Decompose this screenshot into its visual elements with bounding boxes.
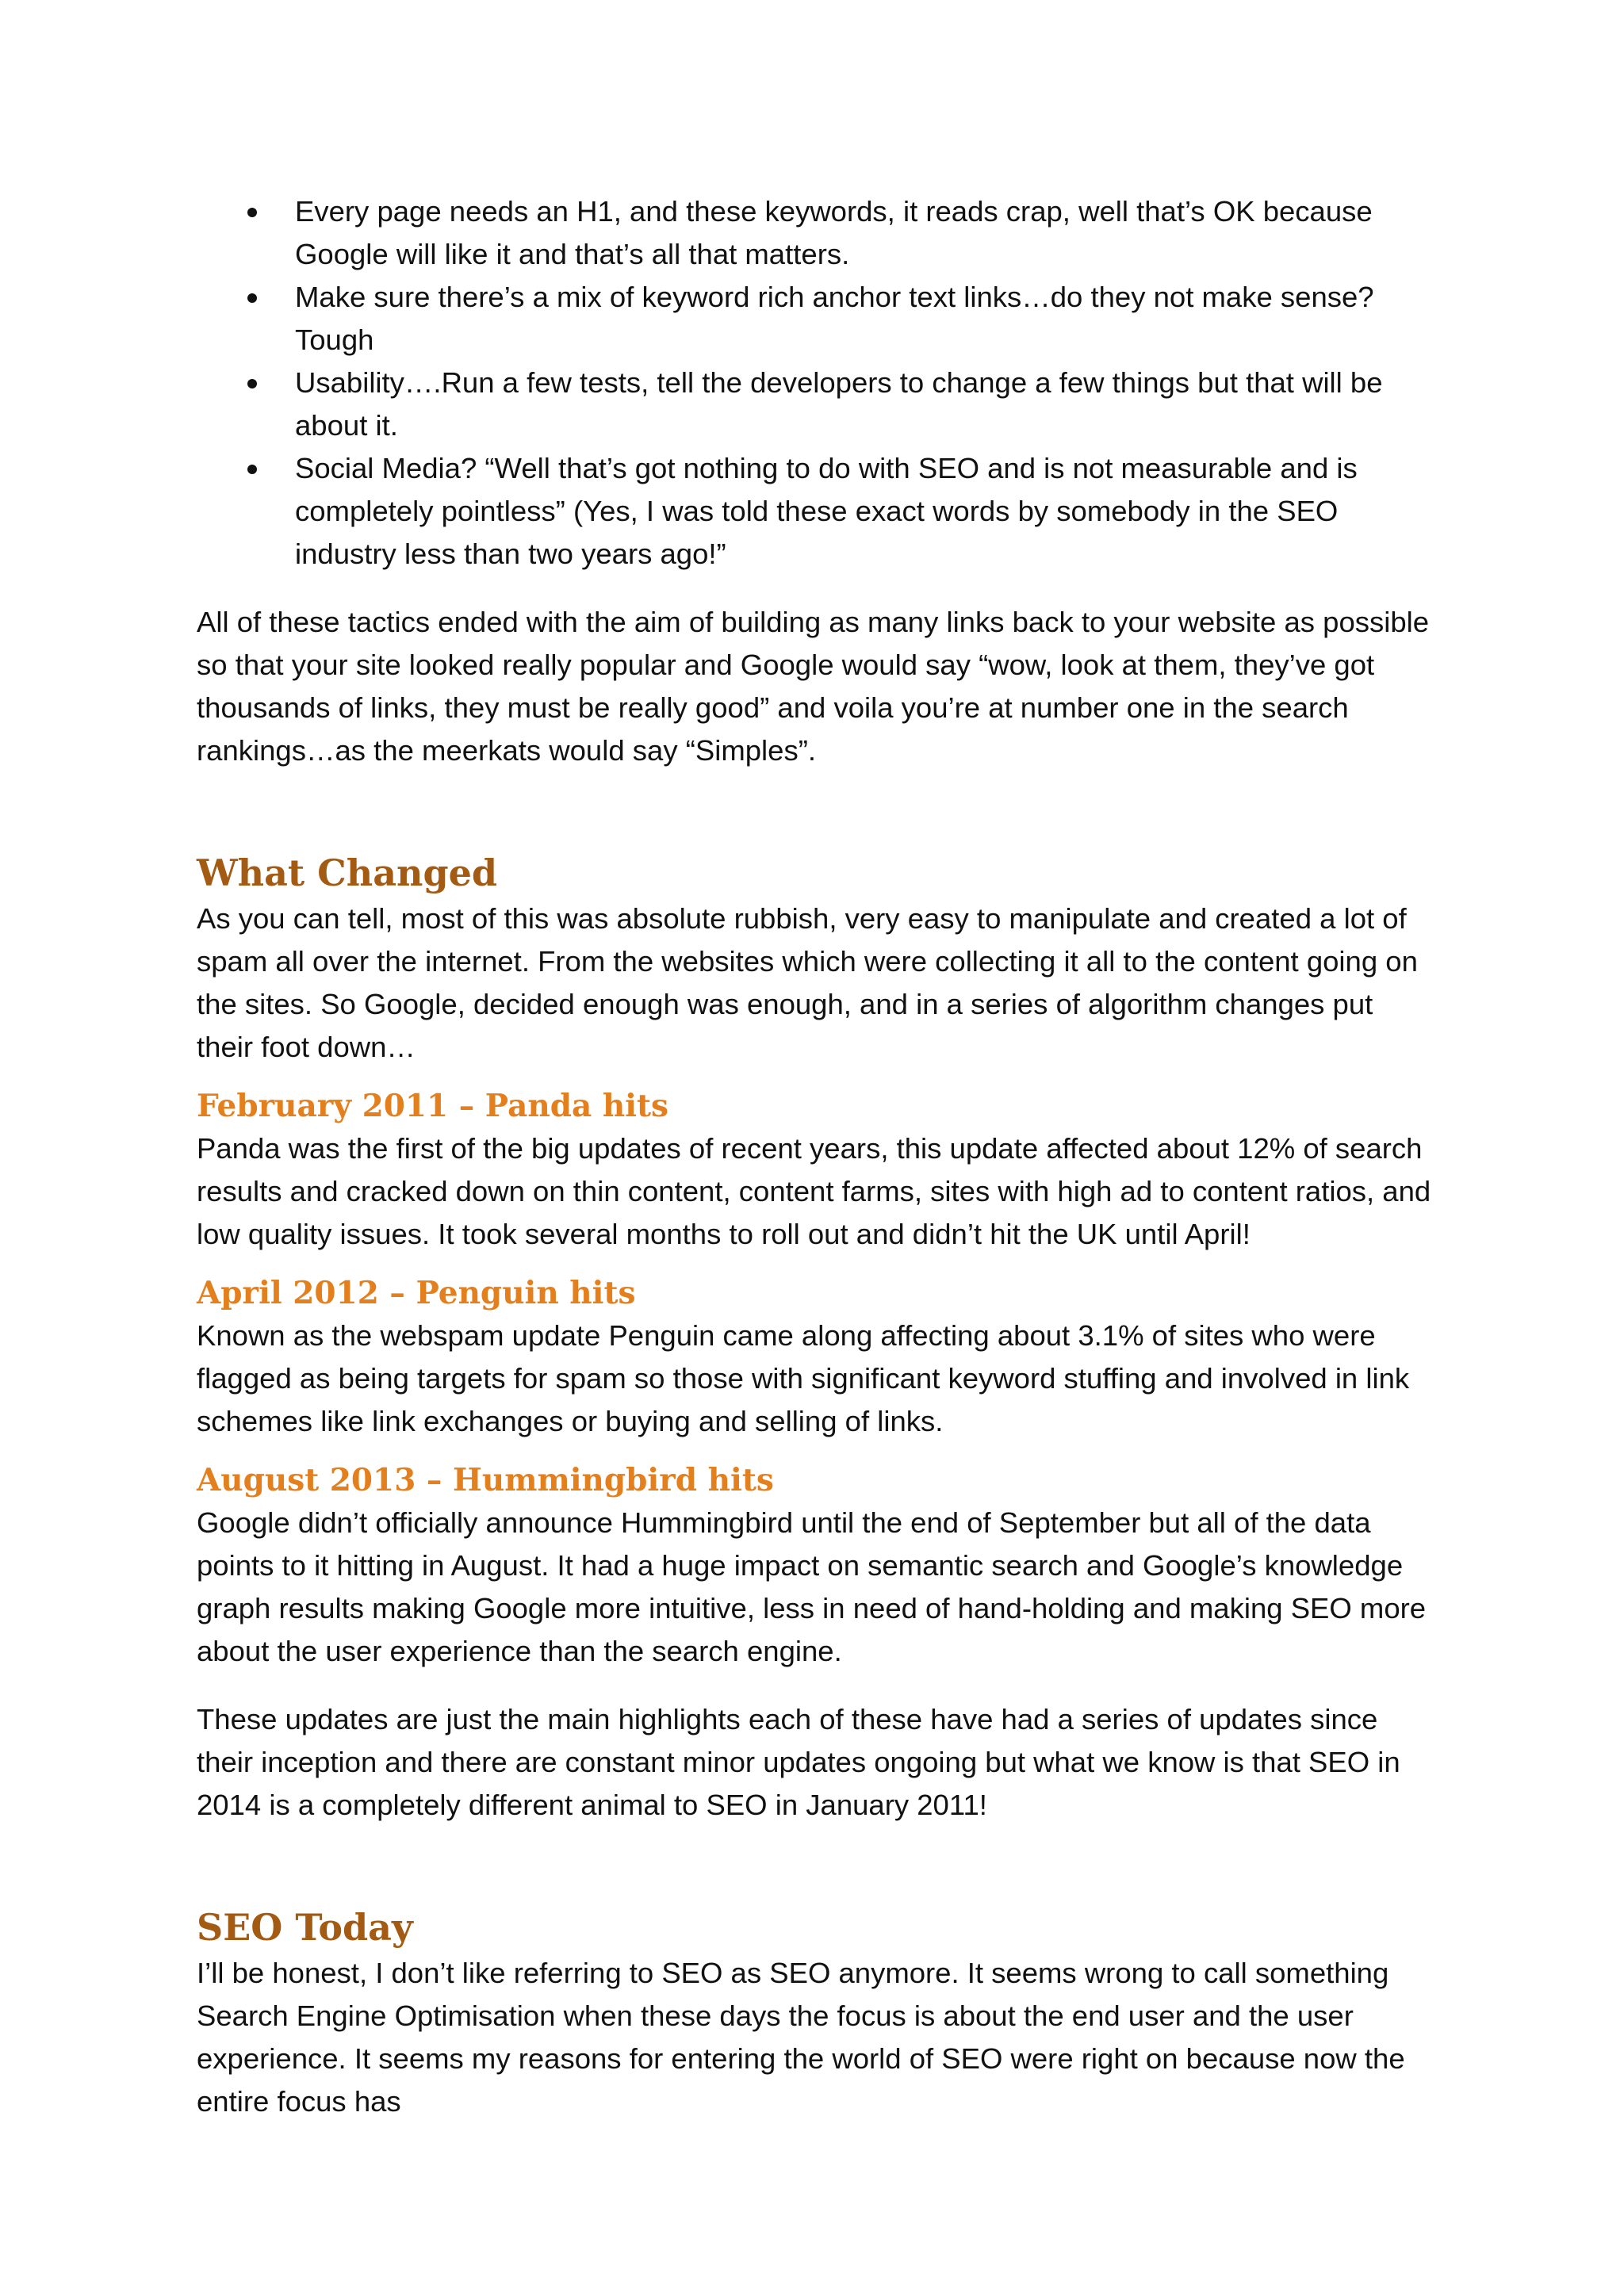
penguin-paragraph: Known as the webspam update Penguin came along affecting about 3.1% of sites who were flagged as being targets for spam so those with significant keyword stuffing and involved in link schemes like link exchanges or buying and selling of links. (197, 1319, 1410, 1437)
list-item-text: Social Media? “Well that’s got nothing to do with SEO and is not measurable and is completely pointless” (Yes, I was told these exact words by somebody in the SEO industry less than two years ago!” (295, 452, 1358, 570)
list-item (197, 190, 1434, 276)
panda-paragraph: Panda was the first of the big updates of recent years, this update affected about 12% of search results and cracked down on thin content, content farms, sites with high ad to content ratios, and low quality issues. It took several months to roll out and didn’t hit the UK until April! (197, 1132, 1431, 1250)
hummingbird-paragraph: Google didn’t officially announce Hummingbird until the end of September but all of the data points to it hitting in August. It had a huge impact on semantic search and Google’s knowledge graph results making Google more intuitive, less in need of hand-holding and making SEO more about the user experience than the search engine. (197, 1506, 1427, 1667)
intro-paragraph: All of these tactics ended with the aim of building as many links back to your website as possible so that your site looked really popular and Google would say “wow, look at them, they’ve got thousands of links, they must be really good” and voila you’re at number one in the search rankings…as the meerkats would say “Simples”. (197, 606, 1430, 767)
list-item (197, 447, 1434, 576)
list-item-text: Make sure there’s a mix of keyword rich anchor text links…do they not make sense? Tough (295, 281, 1374, 356)
list-item (197, 362, 1434, 447)
bullet-icon (247, 379, 257, 388)
bullet-icon (247, 208, 257, 217)
what-changed-heading: What Changed (197, 851, 498, 894)
panda-heading: February 2011 – Panda hits (197, 1088, 668, 1124)
list-item (197, 276, 1434, 362)
bullet-icon (247, 465, 257, 474)
what-changed-paragraph: As you can tell, most of this was absolute rubbish, very easy to manipulate and created a lot of spam all over the internet. From the websites which were collecting it all to the content going on the sites. So Google, decided enough was enough, and in a series of algorithm changes put their foot down… (197, 902, 1418, 1063)
list-item-text: Usability….Run a few tests, tell the developers to change a few things but that will be about it. (295, 366, 1383, 442)
list-item-text: Every page needs an H1, and these keywords, it reads crap, well that’s OK because Google will like it and that’s all that matters. (295, 195, 1373, 270)
document-page (197, 190, 1434, 2123)
hummingbird-heading: August 2013 – Hummingbird hits (197, 1462, 774, 1498)
seo-today-heading: SEO Today (197, 1906, 413, 1949)
tactics-bullet-list (197, 190, 1434, 576)
summary-paragraph: These updates are just the main highlights each of these have had a series of updates since their inception and there are constant minor updates ongoing but what we know is that SEO in 2014 is a completely different animal to SEO in January 2011! (197, 1703, 1400, 1821)
penguin-heading: April 2012 – Penguin hits (197, 1275, 636, 1311)
bullet-icon (247, 293, 257, 303)
seo-today-paragraph: I’ll be honest, I don’t like referring to SEO as SEO anymore. It seems wrong to call something Search Engine Optimisation when these days the focus is about the end user and the user experience. It seems my reasons for entering the world of SEO were right on because now the entire focus has (197, 1957, 1405, 2118)
